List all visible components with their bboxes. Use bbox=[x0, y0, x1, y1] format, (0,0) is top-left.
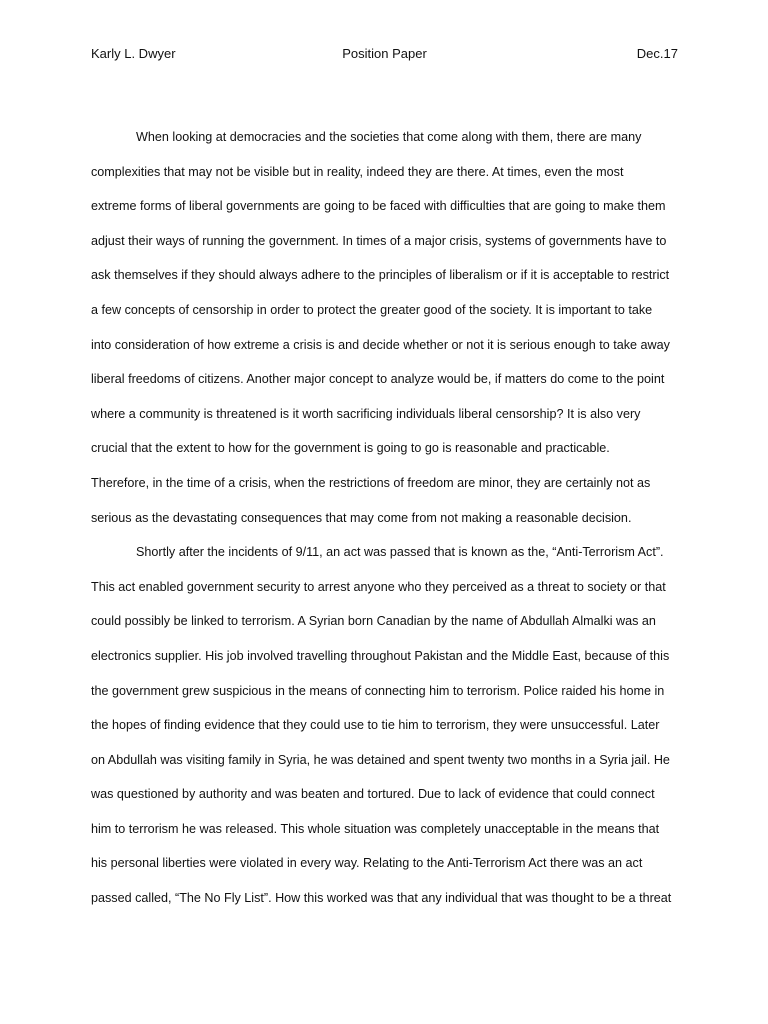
paragraph-line: into consideration of how extreme a crisis is and decide whether or not it is serious enough to take away bbox=[91, 337, 670, 352]
paragraph-line: him to terrorism he was released. This whole situation was completely unacceptable in the means that bbox=[91, 821, 660, 836]
page-header bbox=[91, 46, 678, 66]
paragraph bbox=[91, 540, 681, 921]
paragraph-line: electronics supplier. His job involved travelling throughout Pakistan and the Middle East, because of this bbox=[91, 648, 670, 663]
paragraph-line: Therefore, in the time of a crisis, when the restrictions of freedom are minor, they are certainly not as bbox=[91, 475, 651, 490]
paragraph-line: extreme forms of liberal governments are going to be faced with difficulties that are going to make them bbox=[91, 199, 666, 214]
paragraph-line: ask themselves if they should always adhere to the principles of liberalism or if it is acceptable to restrict bbox=[91, 268, 670, 283]
document-body bbox=[91, 125, 681, 921]
paragraph-line: Shortly after the incidents of 9/11, an act was passed that is known as the, “Anti-Terrorism Act”. bbox=[136, 545, 664, 560]
author-name: Karly L. Dwyer bbox=[91, 46, 176, 61]
paragraph-line: When looking at democracies and the societies that come along with them, there are many bbox=[136, 130, 642, 144]
paragraph-line: liberal freedoms of citizens. Another major concept to analyze would be, if matters do come to the point bbox=[91, 372, 665, 387]
paragraph-line: could possibly be linked to terrorism. A Syrian born Canadian by the name of Abdullah Almalki was an bbox=[91, 614, 656, 629]
paragraph-line: adjust their ways of running the government. In times of a major crisis, systems of governments have to bbox=[91, 233, 667, 248]
paragraph-line: passed called, “The No Fly List”. How this worked was that any individual that was thought to be a threat bbox=[91, 891, 672, 906]
paragraph-line: complexities that may not be visible but in reality, indeed they are there. At times, even the most bbox=[91, 164, 624, 179]
paragraph-line: crucial that the extent to how for the government is going to go is reasonable and practicable. bbox=[91, 441, 610, 456]
document-date: Dec.17 bbox=[636, 46, 678, 61]
paragraph-line: his personal liberties were violated in every way. Relating to the Anti-Terrorism Act there was an act bbox=[91, 856, 643, 871]
paragraph-line: the hopes of finding evidence that they could use to tie him to terrorism, they were unsuccessful. Later bbox=[91, 718, 660, 733]
paragraph-line: This act enabled government security to arrest anyone who they perceived as a threat to society or that bbox=[91, 579, 666, 594]
paragraph-line: on Abdullah was visiting family in Syria, he was detained and spent twenty two months in a Syria jail. He bbox=[91, 752, 670, 767]
document-title: Position Paper bbox=[342, 46, 427, 61]
paragraph bbox=[91, 125, 681, 540]
paragraph-line: where a community is threatened is it worth sacrificing individuals liberal censorship? It is also very bbox=[91, 406, 641, 421]
paragraph-line: serious as the devastating consequences that may come from not making a reasonable decision. bbox=[91, 510, 632, 525]
paragraph-line: was questioned by authority and was beaten and tortured. Due to lack of evidence that could connect bbox=[91, 787, 655, 802]
paragraph-line: a few concepts of censorship in order to protect the greater good of the society. It is important to take bbox=[91, 302, 653, 317]
paragraph-line: the government grew suspicious in the means of connecting him to terrorism. Police raided his home in bbox=[91, 683, 665, 698]
